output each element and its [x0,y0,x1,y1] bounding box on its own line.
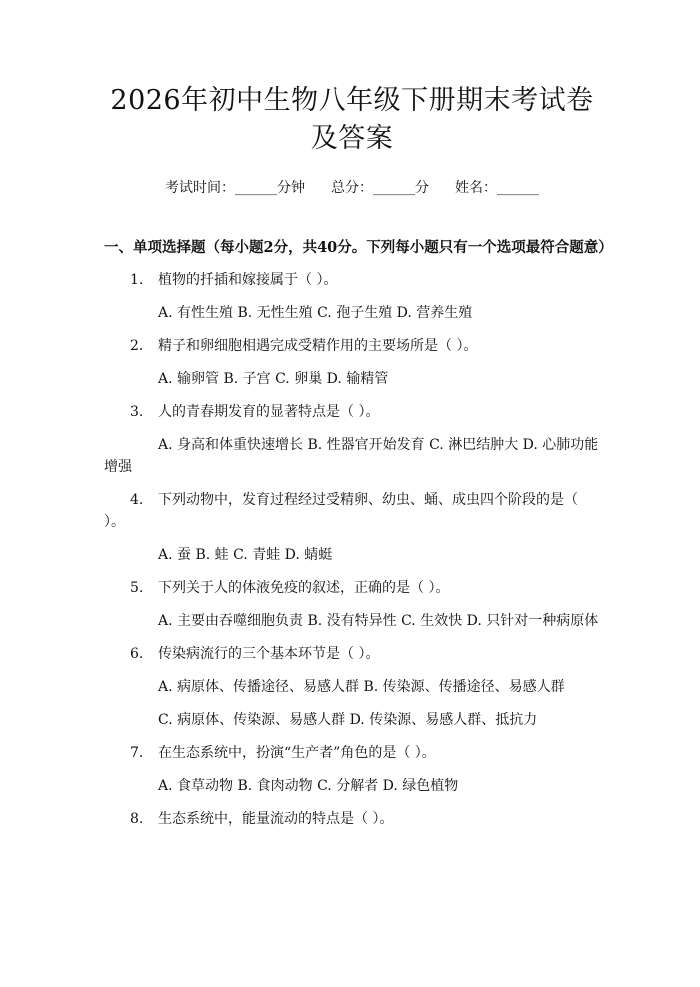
total-score-label: 总分：______分 [331,180,429,196]
question-options: A. 病原体、传播途径、易感人群 B. 传染源、传播途径、易感人群 [158,679,565,695]
question-number: 4. [130,492,144,508]
exam-time-label: 考试时间：______分钟 [165,180,305,196]
student-name-label: 姓名：______ [455,180,539,196]
question [104,489,600,533]
question-options: A. 食草动物 B. 食肉动物 C. 分解者 D. 绿色植物 [158,778,459,794]
question [104,335,600,357]
question-number: 3. [130,404,144,420]
section-heading-single-choice: 一、单项选择题（每小题2分，共40分。下列每小题只有一个选项最符合题意） [104,239,613,256]
question-number: 8. [130,811,144,827]
question-text: 下列关于人的体液免疫的叙述，正确的是（ ）。 [158,580,450,596]
question-options: A. 输卵管 B. 子宫 C. 卵巢 D. 输精管 [158,371,389,387]
question [104,577,600,599]
question-number: 5. [130,580,144,596]
question-options: C. 病原体、传染源、易感人群 D. 传染源、易感人群、抵抗力 [158,712,538,728]
exam-page [0,82,700,987]
question-options: A. 主要由吞噬细胞负责 B. 没有特异性 C. 生效快 D. 只针对一种病原体 [158,613,599,629]
question [104,808,600,830]
question-number: 1. [130,272,144,288]
question-number: 6. [130,646,144,662]
question [104,643,600,665]
question-number: 2. [130,338,144,354]
question-text: 植物的扦插和嫁接属于（ ）。 [158,272,338,288]
question-text: 人的青春期发育的显著特点是（ ）。 [158,404,380,420]
question-text: 下列动物中，发育过程经过受精卵、幼虫、蛹、成虫四个阶段的是（ ）。 [104,492,578,530]
exam-meta [104,178,600,198]
question-options: A. 有性生殖 B. 无性生殖 C. 孢子生殖 D. 营养生殖 [158,305,473,321]
question [104,742,600,764]
question-text: 传染病流行的三个基本环节是（ ）。 [158,646,380,662]
question-text: 在生态系统中，扮演“生产者”角色的是（ ）。 [158,745,436,761]
question-text: 精子和卵细胞相遇完成受精作用的主要场所是（ ）。 [158,338,478,354]
question-options: A. 蚕 B. 蛙 C. 青蛙 D. 蜻蜓 [158,547,333,563]
question-text: 生态系统中，能量流动的特点是（ ）。 [158,811,394,827]
question [104,269,600,291]
question [104,401,600,423]
question-number: 7. [130,745,144,761]
exam-title: 2026年初中生物八年级下册期末考试卷及答案 [110,85,594,154]
question-options: A. 身高和体重快速增长 B. 性器官开始发育 C. 淋巴结肿大 D. 心肺功能增强 [104,437,599,475]
